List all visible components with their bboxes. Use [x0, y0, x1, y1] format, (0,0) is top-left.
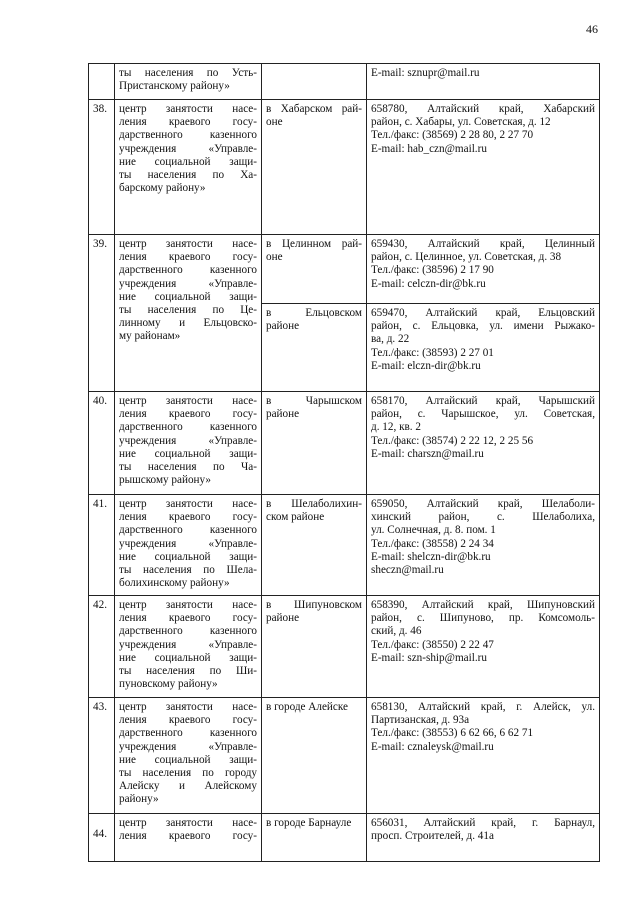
email-line: E-mail: charszn@mail.ru [371, 447, 484, 460]
address-line: ский, д. 46 [371, 625, 422, 638]
name-line: ления краевого госу- [119, 612, 257, 625]
name-line: ты населения по Ши- [119, 665, 257, 678]
name-line: дарственного казенного [119, 727, 257, 740]
name-line: ты населения по Ча- [119, 461, 257, 474]
name-line: учреждения «Управле- [119, 142, 257, 155]
table-row [89, 495, 600, 596]
name-line: району» [119, 793, 159, 806]
row-number-cell: 40. [89, 392, 115, 495]
name-line: учреждения «Управле- [119, 740, 257, 753]
email-line: E-mail: hab_czn@mail.ru [371, 142, 487, 155]
name-line: рышскому району» [119, 474, 212, 487]
table-row [89, 596, 600, 698]
email-line: E-mail: celczn-dir@bk.ru [371, 277, 486, 290]
name-line: ты населения по городу [119, 767, 257, 780]
name-line: дарственного казенного [119, 421, 257, 434]
name-line: ты населения по Усть- [119, 67, 257, 79]
row-number-cell: 39. [89, 235, 115, 392]
name-line: ления краевого госу- [119, 116, 257, 129]
district-line: районе [266, 612, 300, 625]
name-line: ние социальной защи- [119, 550, 257, 563]
address-line: район, с. Хабары, ул. Советская, д. 12 [371, 116, 551, 129]
address-line: 659470, Алтайский край, Ельцовский [371, 307, 595, 319]
name-line: ние социальной защи- [119, 290, 257, 303]
phone-line: Тел./факс: (38550) 2 22 47 [371, 638, 494, 651]
contact-cell [367, 235, 600, 304]
district-cell [262, 235, 367, 304]
address-line: 658390, Алтайский край, Шипуновский [371, 599, 595, 611]
contact-cell [367, 596, 600, 698]
name-line: ты населения по Це- [119, 304, 257, 317]
address-line: 658130, Алтайский край, г. Алейск, ул. [371, 701, 595, 713]
table-row [89, 64, 600, 100]
name-line: центр занятости насе- [119, 103, 257, 115]
row-number-cell: 43. [89, 698, 115, 814]
contact-cell [367, 304, 600, 392]
email-line: E-mail: shelczn-dir@bk.ru [371, 550, 491, 563]
table-row [89, 100, 600, 235]
name-line: ты населения по Ха- [119, 169, 257, 182]
email-line: sheczn@mail.ru [371, 564, 444, 577]
district-cell [262, 392, 367, 495]
institution-name-cell [115, 64, 262, 100]
name-line: ты населения по Шела- [119, 564, 257, 577]
name-line: центр занятости насе- [119, 238, 257, 250]
district-line: в городе Барнауле [266, 817, 352, 829]
institutions-table [88, 63, 600, 862]
name-line: дарственного казенного [119, 625, 257, 638]
district-cell [262, 698, 367, 814]
address-line: 658780, Алтайский край, Хабарский [371, 103, 595, 115]
name-line: ления краевого госу- [119, 511, 257, 524]
name-line: линному и Ельцовско- [119, 317, 257, 330]
row-number-cell [89, 64, 115, 100]
phone-line: Тел./факс: (38596) 2 17 90 [371, 264, 494, 277]
contact-cell [367, 698, 600, 814]
name-line: ления краевого госу- [119, 714, 257, 727]
name-line: дарственного казенного [119, 264, 257, 277]
name-line: пуновскому району» [119, 678, 218, 691]
name-line: центр занятости насе- [119, 701, 257, 713]
address-line: 659050, Алтайский край, Шелаболи- [371, 498, 595, 510]
district-line: оне [266, 251, 283, 264]
address-line: просп. Строителей, д. 41а [371, 830, 494, 843]
address-line: район, с. Целинное, ул. Советская, д. 38 [371, 251, 562, 264]
institution-name-cell [115, 495, 262, 596]
row-number-cell: 44. [89, 814, 115, 862]
district-line: в Шипуновском [266, 599, 362, 611]
address-line: хинский район, с. Шелаболиха, [371, 511, 595, 524]
address-line: 658170, Алтайский край, Чарышский [371, 395, 595, 407]
row-number-cell: 38. [89, 100, 115, 235]
institution-name-cell [115, 392, 262, 495]
email-line: E-mail: szn-ship@mail.ru [371, 651, 487, 664]
contact-cell [367, 100, 600, 235]
name-line: центр занятости насе- [119, 599, 257, 611]
name-line: ления краевого госу- [119, 408, 257, 421]
name-line: ления краевого госу- [119, 830, 257, 843]
table-row [89, 235, 600, 304]
institution-name-cell [115, 235, 262, 392]
phone-line: Тел./факс: (38569) 2 28 80, 2 27 70 [371, 129, 534, 142]
address-line: ул. Солнечная, д. 8. пом. 1 [371, 524, 496, 537]
district-cell [262, 495, 367, 596]
district-cell [262, 304, 367, 392]
district-line: в Ельцовском [266, 307, 362, 319]
address-line: Партизанская, д. 93а [371, 714, 470, 727]
contact-cell [367, 392, 600, 495]
name-line: центр занятости насе- [119, 817, 257, 829]
phone-line: Тел./факс: (38553) 6 62 66, 6 62 71 [371, 727, 534, 740]
name-line: ления краевого госу- [119, 251, 257, 264]
name-line: ние социальной защи- [119, 753, 257, 766]
institution-name-cell [115, 100, 262, 235]
name-line: учреждения «Управле- [119, 537, 257, 550]
address-line: 656031, Алтайский край, г. Барнаул, [371, 817, 595, 829]
name-line: Пристанскому району» [119, 80, 230, 93]
district-line: районе [266, 320, 300, 333]
name-line: барскому району» [119, 182, 206, 195]
table-row [89, 814, 600, 862]
contact-cell [367, 814, 600, 862]
name-line: учреждения «Управле- [119, 434, 257, 447]
address-line: район, с. Шипуново, пр. Комсомоль- [371, 612, 595, 625]
name-line: центр занятости насе- [119, 498, 257, 510]
name-line: учреждения «Управле- [119, 277, 257, 290]
institution-name-cell [115, 596, 262, 698]
district-cell [262, 596, 367, 698]
name-line: болихинскому району» [119, 577, 230, 590]
address-line: 659430, Алтайский край, Целинный [371, 238, 595, 250]
district-cell [262, 64, 367, 100]
district-line: в Чарышском [266, 395, 362, 407]
name-line: дарственного казенного [119, 524, 257, 537]
row-number-cell: 42. [89, 596, 115, 698]
row-number-cell: 41. [89, 495, 115, 596]
address-line: ва, д. 22 [371, 333, 410, 346]
name-line: ние социальной защи- [119, 447, 257, 460]
name-line: учреждения «Управле- [119, 638, 257, 651]
page-number: 46 [586, 22, 598, 36]
name-line: Алейску и Алейскому [119, 780, 257, 793]
name-line: му районам» [119, 330, 181, 343]
district-line: в Целинном рай- [266, 238, 362, 250]
district-cell [262, 814, 367, 862]
address-line: район, с. Чарышское, ул. Советская, [371, 408, 595, 421]
district-line: оне [266, 116, 283, 129]
email-line: E-mail: elczn-dir@bk.ru [371, 359, 481, 372]
district-line: в Шелаболихин- [266, 498, 362, 510]
name-line: дарственного казенного [119, 129, 257, 142]
district-line: в Хабарском рай- [266, 103, 362, 115]
contact-cell [367, 64, 600, 100]
phone-line: Тел./факс: (38558) 2 24 34 [371, 537, 494, 550]
phone-line: Тел./факс: (38593) 2 27 01 [371, 346, 494, 359]
name-line: центр занятости насе- [119, 395, 257, 407]
phone-line: Тел./факс: (38574) 2 22 12, 2 25 56 [371, 434, 534, 447]
district-cell [262, 100, 367, 235]
institution-name-cell [115, 698, 262, 814]
table-row [89, 392, 600, 495]
district-line: районе [266, 408, 300, 421]
address-line: район, с. Ельцовка, ул. имени Рыжако- [371, 320, 595, 333]
district-line: ском районе [266, 511, 325, 524]
name-line: ние социальной защи- [119, 155, 257, 168]
address-line: д. 12, кв. 2 [371, 421, 421, 434]
institution-name-cell [115, 814, 262, 862]
table-row [89, 698, 600, 814]
contact-cell [367, 495, 600, 596]
name-line: ние социальной защи- [119, 651, 257, 664]
email-line: E-mail: sznupr@mail.ru [371, 67, 480, 79]
district-line: в городе Алейске [266, 701, 349, 713]
email-line: E-mail: cznaleysk@mail.ru [371, 740, 494, 753]
